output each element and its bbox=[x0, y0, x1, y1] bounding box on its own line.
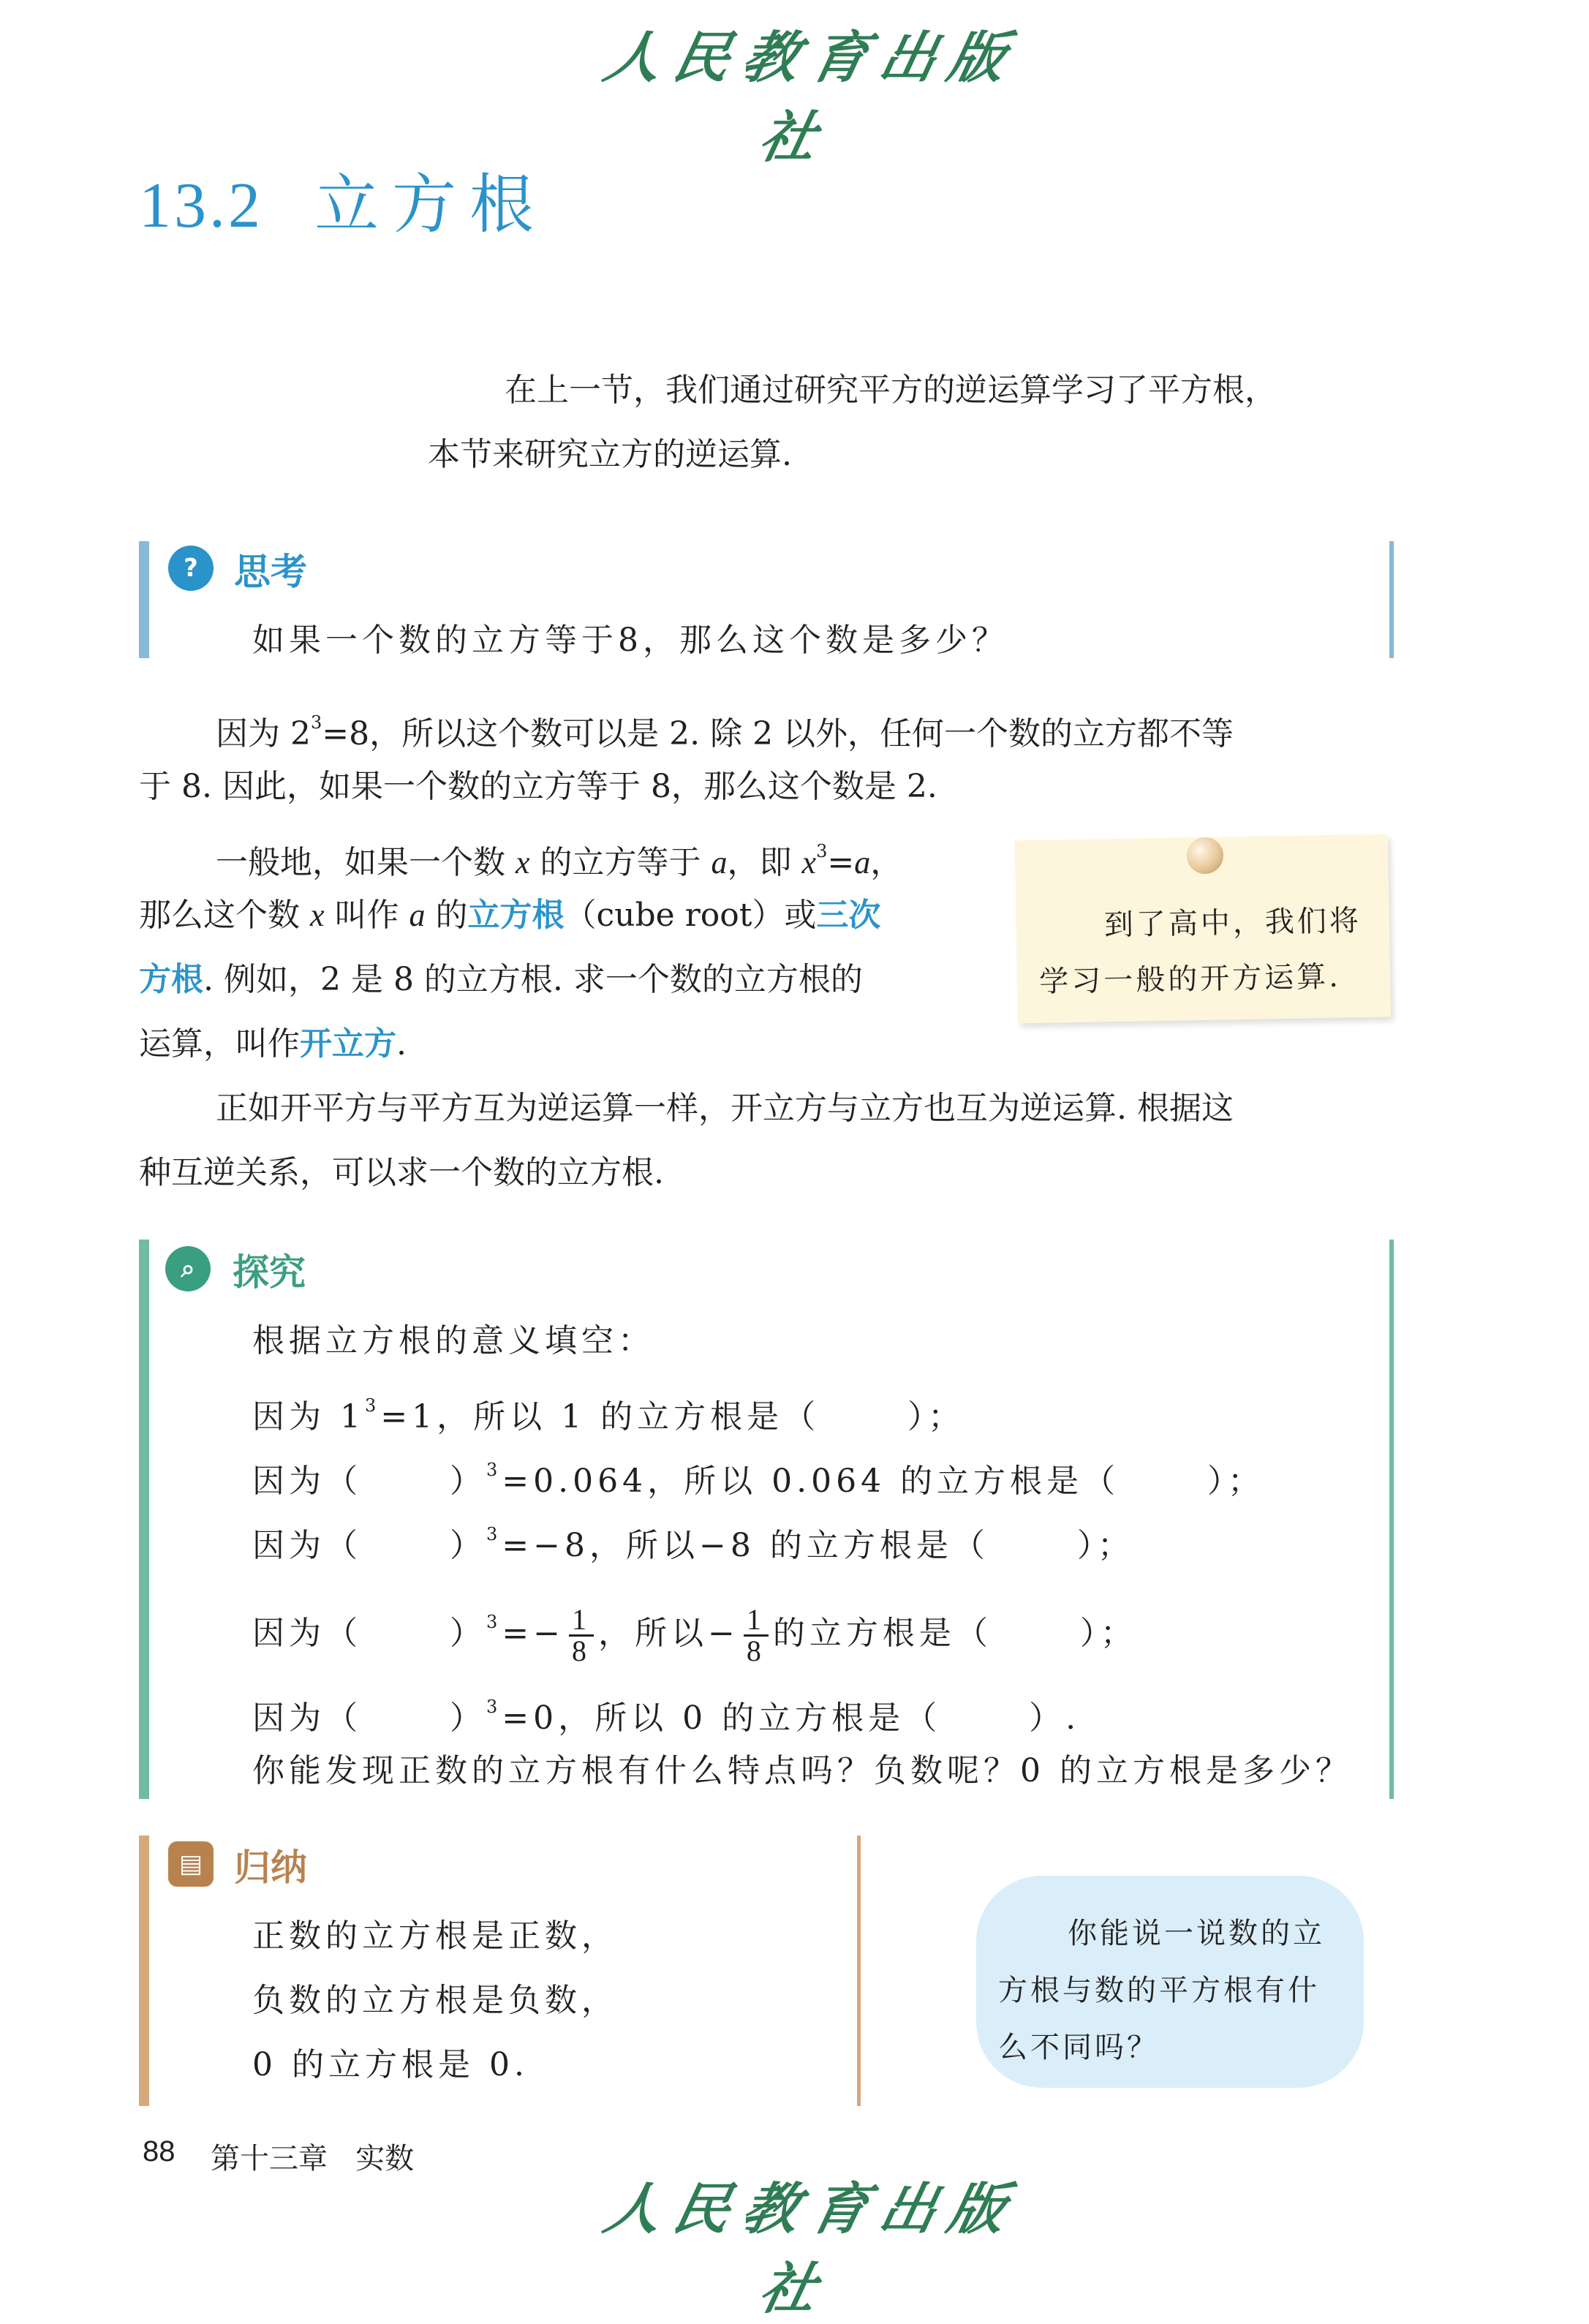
summary-box-right-bar bbox=[857, 1836, 861, 2106]
think-box-right-bar bbox=[1389, 541, 1394, 658]
term-third-root: 方根 bbox=[139, 961, 203, 998]
lightbulb-icon: ? bbox=[168, 546, 214, 591]
body1-line-2: 于 8. 因此，如果一个数的立方等于 8，那么这个数是 2. bbox=[139, 768, 937, 805]
page-number: 88 bbox=[143, 2135, 175, 2168]
term-cube-root: 立方根 bbox=[467, 897, 565, 934]
summary-line-2: 负数的立方根是负数， bbox=[252, 1982, 618, 2019]
explore-row-1: 因为 $1^3=1$，所以 1 的立方根是（ ）； bbox=[252, 1395, 965, 1435]
pushpin-icon bbox=[1187, 837, 1223, 874]
section-number: 13.2 bbox=[139, 170, 263, 241]
term-extract-cube-root: 开立方 bbox=[300, 1025, 396, 1063]
section-name: 立方根 bbox=[314, 167, 548, 242]
summary-line-3: 0 的立方根是 0. bbox=[252, 2046, 529, 2083]
explore-row-3: 因为（ ）$^3$=−8，所以−8 的立方根是（ ）； bbox=[252, 1524, 1134, 1564]
intro-line-2: 本节来研究立方的逆运算. bbox=[428, 436, 792, 473]
fraction-one-eighth: $\frac{1}{8}$ bbox=[569, 1605, 594, 1666]
definition-line-2: 那么这个数 x 叫作 a 的立方根（cube root）或三次 bbox=[139, 897, 881, 934]
cloud-line-1: 你能说一说数的立 bbox=[1068, 1917, 1325, 1950]
definition-line-4: 运算，叫作开立方. bbox=[139, 1025, 407, 1063]
book-icon: ▤ bbox=[168, 1841, 214, 1887]
explore-row-4: 因为（ ）$^3$=− $\frac{1}{8}$ ，所以− $\frac{1}{8}$ 的立方根是（ ）； bbox=[252, 1603, 1137, 1667]
footer-chapter: 第十三章 实数 bbox=[211, 2142, 415, 2176]
summary-line-1: 正数的立方根是正数， bbox=[252, 1917, 618, 1955]
cloud-line-2: 方根与数的平方根有什 bbox=[998, 1974, 1320, 2007]
section-title bbox=[139, 154, 547, 246]
explore-box-bar bbox=[139, 1240, 149, 1799]
definition-line-1: 一般地，如果一个数 x 的立方等于 a，即 $x^3=a$， bbox=[216, 841, 903, 881]
think-box-bar bbox=[139, 541, 149, 658]
think-question: 如果一个数的立方等于8，那么这个数是多少？ bbox=[252, 622, 1008, 659]
explore-heading: 探究 bbox=[233, 1251, 306, 1294]
think-heading: 思考 bbox=[234, 551, 307, 593]
body1-line-1: 因为 $2^3=8$，所以这个数可以是 2. 除 2 以外，任何一个数的立方都不等 bbox=[216, 712, 1234, 752]
publisher-logo: 人民教育出版社 bbox=[598, 25, 1025, 170]
note1-line-2: 学习一般的开方运算. bbox=[1038, 959, 1342, 999]
publisher-logo-footer: 人民教育出版社 bbox=[598, 2176, 1025, 2321]
summary-heading: 归纳 bbox=[234, 1846, 307, 1889]
explore-box-right-bar bbox=[1389, 1240, 1394, 1799]
cloud-note bbox=[976, 1876, 1364, 2088]
explore-row-2: 因为（ ）$^3$=0.064，所以 0.064 的立方根是（ ）； bbox=[252, 1460, 1265, 1500]
summary-box-bar bbox=[139, 1836, 149, 2106]
intro-line-1: 在上一节，我们通过研究平方的逆运算学习了平方根， bbox=[505, 371, 1277, 409]
explore-question: 你能发现正数的立方根有什么特点吗？负数呢？0 的立方根是多少？ bbox=[252, 1752, 1352, 1789]
explore-intro: 根据立方根的意义填空： bbox=[252, 1322, 654, 1359]
fraction-one-eighth: $\frac{1}{8}$ bbox=[744, 1605, 769, 1666]
explore-row-5: 因为（ ）$^3$=0，所以 0 的立方根是（ ）. bbox=[252, 1697, 1081, 1737]
body2-line-1: 正如开平方与平方互为逆运算一样，开立方与立方也互为逆运算. 根据这 bbox=[216, 1090, 1234, 1127]
body2-line-2: 种互逆关系，可以求一个数的立方根. bbox=[139, 1154, 664, 1191]
note1-line-1: 到了高中，我们将 bbox=[1103, 904, 1362, 943]
definition-line-3: 方根. 例如，2 是 8 的立方根. 求一个数的立方根的 bbox=[139, 961, 863, 998]
magnifier-icon: ⌕ bbox=[165, 1246, 211, 1291]
cloud-line-3: 么不同吗？ bbox=[998, 2031, 1159, 2064]
